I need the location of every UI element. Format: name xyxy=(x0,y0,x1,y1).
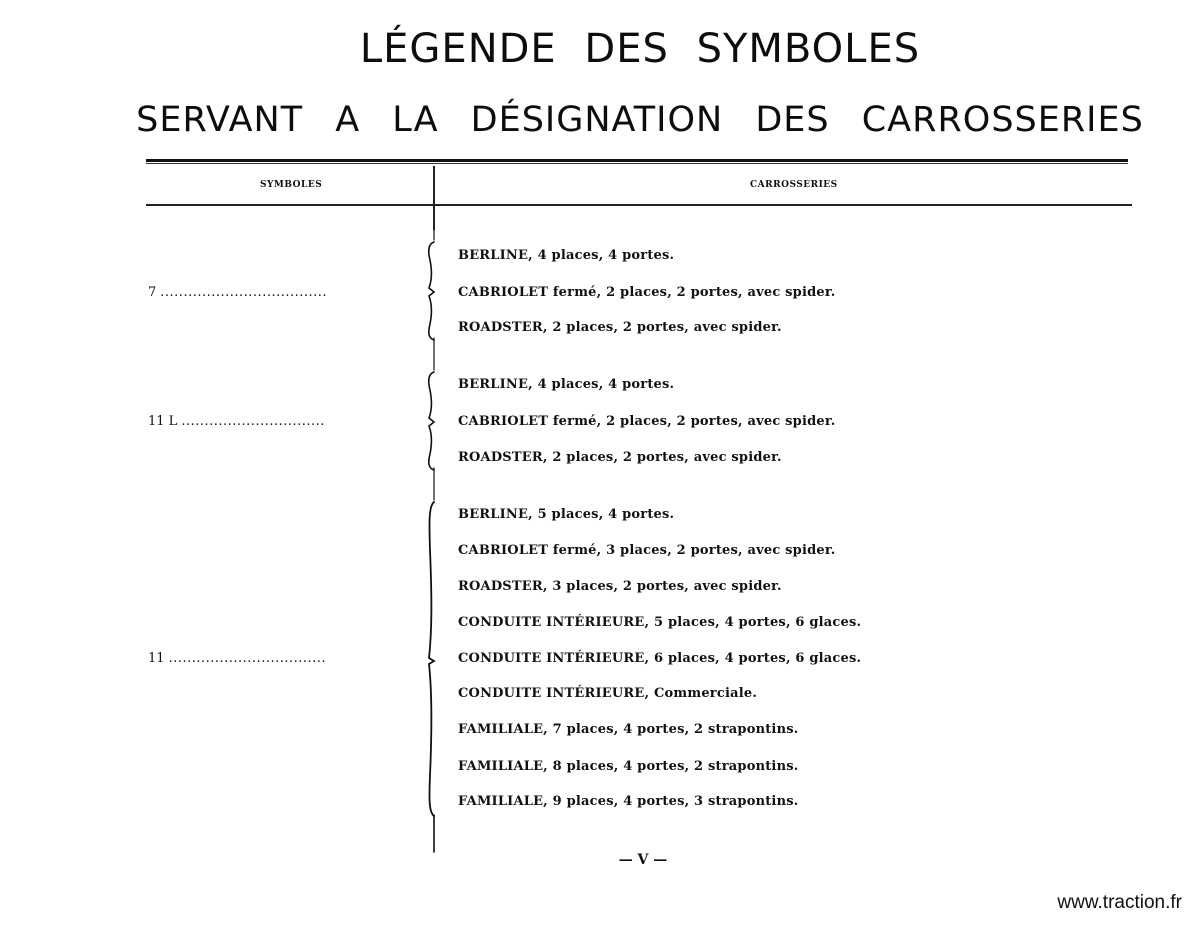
page-subtitle: SERVANT A LA DÉSIGNATION DES CARROSSERIES xyxy=(136,100,1144,140)
header-rule-thin xyxy=(146,163,1128,164)
list-item: ROADSTER, 3 places, 2 portes, avec spider. xyxy=(458,579,782,594)
symbol-7 xyxy=(148,285,432,300)
page-title: LÉGENDE DES SYMBOLES xyxy=(359,26,921,72)
list-item: BERLINE, 4 places, 4 portes. xyxy=(458,248,675,263)
list-item: FAMILIALE, 7 places, 4 portes, 2 strapontins. xyxy=(458,722,799,737)
list-item: ROADSTER, 2 places, 2 portes, avec spider. xyxy=(458,450,782,465)
list-item: CABRIOLET fermé, 2 places, 2 portes, avec spider. xyxy=(458,285,836,300)
list-item: FAMILIALE, 9 places, 4 portes, 3 strapontins. xyxy=(458,794,799,809)
list-item: BERLINE, 5 places, 4 portes. xyxy=(458,507,675,522)
leader-dots: .................................... xyxy=(160,285,328,300)
column-header-symboles: SYMBOLES xyxy=(260,180,323,190)
page-number: — V — xyxy=(618,852,668,868)
symbol-11l xyxy=(148,414,432,429)
list-item: CONDUITE INTÉRIEURE, 5 places, 4 portes, 6 glaces. xyxy=(458,615,862,630)
brace-connector xyxy=(424,230,444,855)
symbol-label: 7 xyxy=(148,285,157,300)
list-item: CABRIOLET fermé, 3 places, 2 portes, avec spider. xyxy=(458,543,836,558)
symbol-11 xyxy=(148,651,432,666)
list-item: CONDUITE INTÉRIEURE, 6 places, 4 portes, 6 glaces. xyxy=(458,651,862,666)
header-rule-thick xyxy=(146,159,1128,162)
symbol-label: 11 xyxy=(148,651,165,666)
symbol-label: 11 L xyxy=(148,414,178,429)
watermark: www.traction.fr xyxy=(1057,892,1182,913)
column-header-rule xyxy=(146,204,1132,206)
list-item: CONDUITE INTÉRIEURE, Commerciale. xyxy=(458,686,758,701)
leader-dots: .................................. xyxy=(168,651,327,666)
list-item: CABRIOLET fermé, 2 places, 2 portes, avec spider. xyxy=(458,414,836,429)
column-header-carrosseries: CARROSSERIES xyxy=(750,180,838,190)
leader-dots: ............................... xyxy=(181,414,325,429)
list-item: ROADSTER, 2 places, 2 portes, avec spider. xyxy=(458,320,782,335)
list-item: FAMILIALE, 8 places, 4 portes, 2 strapontins. xyxy=(458,759,799,774)
list-item: BERLINE, 4 places, 4 portes. xyxy=(458,377,675,392)
column-divider xyxy=(433,166,435,230)
